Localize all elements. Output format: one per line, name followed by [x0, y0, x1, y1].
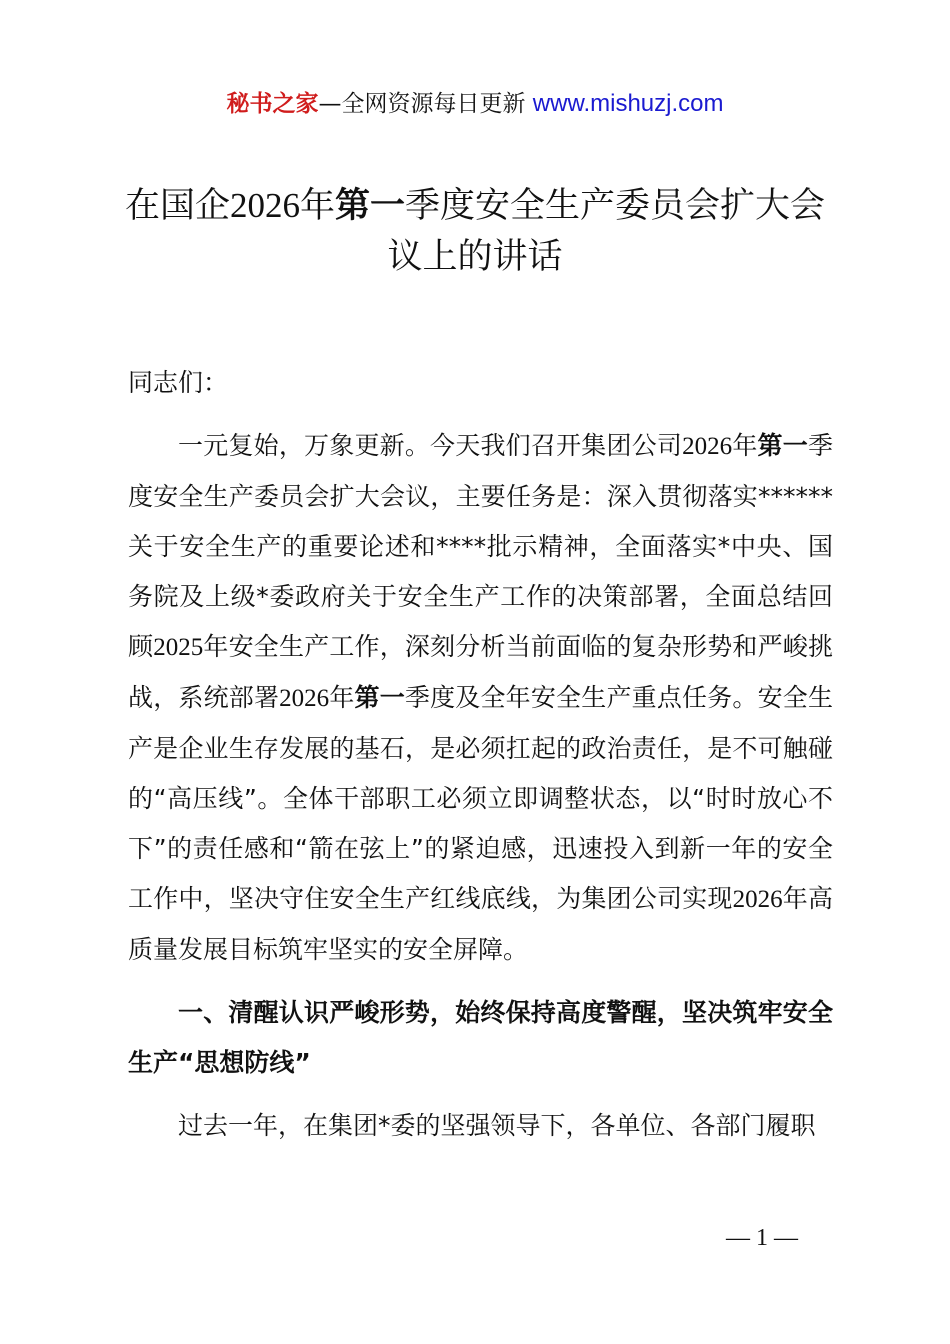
title-part2: 年: [299, 186, 335, 226]
title-bold: 第一: [335, 186, 406, 226]
p1-text-5: 年: [329, 683, 355, 712]
section-heading-1: 一、清醒认识严峻形势，始终保持高度警醒，坚决筑牢安全生产“思想防线”: [128, 998, 833, 1077]
paragraph-2: 过去一年，在集团*委的坚强领导下，各单位、各部门履职: [178, 1111, 816, 1140]
p1-text-7: 年高质量发展目标筑牢坚实的安全屏障。: [128, 884, 833, 964]
title-part3: 季度安全生产委员会扩大会议上的讲话: [387, 186, 826, 277]
brand-name: 秘书之家: [226, 91, 319, 117]
p1-bold-1: 第一: [757, 431, 808, 460]
p1-year-1: 2026: [682, 433, 733, 460]
p1-year-3: 2026: [279, 685, 330, 712]
p1-text-4: 年安全生产工作，深刻分析当前面临的复杂形势和严峻挑战，系统部署: [128, 632, 833, 712]
p1-bold-2: 第一: [354, 683, 405, 712]
p1-year-4: 2026: [732, 886, 783, 913]
title-part1: 在国企: [124, 186, 230, 226]
p1-year-2: 2025: [153, 634, 204, 661]
page-number: — 1 —: [726, 1225, 798, 1251]
document-body: [128, 358, 833, 1151]
paragraph-intro: [128, 421, 833, 975]
p1-text-6: 季度及全年安全生产重点任务。安全生产是企业生存发展的基石，是必须扛起的政治责任，是不可触碰的“高压线”。全体干部职工必须立即调整状态，以“时时放心不下”的责任感和“箭在弦上”的紧迫感，迅速投入到新一年的安全工作中，坚决守住安全生产红线底线，为集团公司实现: [128, 683, 833, 913]
p1-text-2: 年: [732, 431, 758, 460]
p1-text-1: 一元复始，万象更新。今天我们召开集团公司: [178, 431, 683, 460]
salutation: 同志们：: [128, 368, 229, 397]
site-url-link[interactable]: www.mishuzj.com: [532, 90, 724, 117]
header-tagline: —全网资源每日更新: [318, 91, 533, 117]
document-title: [110, 180, 840, 283]
p1-text-3: 季度安全生产委员会扩大会议，主要任务是：深入贯彻落实******关于安全生产的重要论述和****批示精神，全面落实*中央、国务院及上级*委政府关于安全生产工作的决策部署，全面总结回顾: [128, 431, 833, 661]
title-year: 2026: [229, 186, 300, 225]
site-header: [0, 88, 950, 120]
